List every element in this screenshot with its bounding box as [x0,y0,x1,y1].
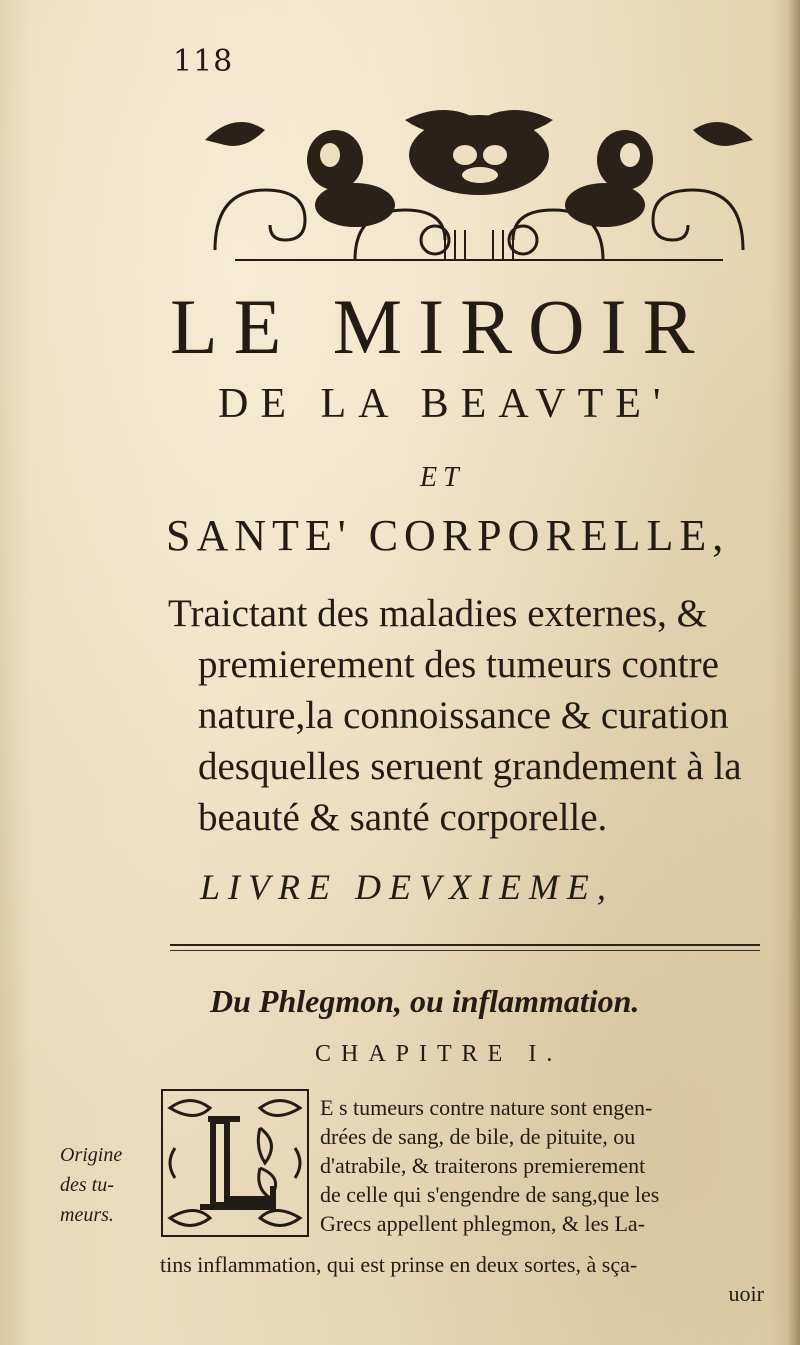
divider-rule [170,944,760,951]
title-de-la-beaute: DE LA BEAVTE' [218,381,673,427]
body-text-beside-initial [320,1093,770,1238]
chapter-heading: Du Phlegmon, ou inflammation. [210,983,640,1019]
margin-note-line: meurs. [60,1204,114,1226]
margin-note [60,1140,155,1230]
ornamental-headpiece-icon [205,100,753,266]
margin-note-line: des tu- [60,1174,114,1196]
subtitle-line: desquelles seruent grandement à la [198,745,742,788]
subtitle-line: premierement des tumeurs contre [198,643,719,686]
body-line: drées de sang, de bile, de pituite, ou [320,1124,636,1149]
title-le-miroir: LE MIROIR [170,283,711,370]
subtitle-line: beauté & santé corporelle. [198,796,608,839]
page-edge-shadow [788,0,800,1345]
body-line: tins inflammation, qui est prinse en deux sortes, à sça- [160,1252,638,1277]
body-text-full-width [160,1250,770,1308]
book-label: LIVRE DEVXIEME, [200,867,614,907]
body-line: E s tumeurs contre nature sont engen- [320,1095,653,1120]
catchword: uoir [728,1281,764,1306]
margin-note-line: Origine [60,1144,123,1166]
subtitle-block [168,588,778,843]
subtitle-line: Traictant des maladies externes, & [168,592,707,635]
body-line: de celle qui s'engendre de sang,que les [320,1182,660,1207]
title-et: ET [420,462,465,493]
body-line: Grecs appellent phlegmon, & les La- [320,1211,646,1236]
floral-drop-cap-icon [160,1088,310,1238]
title-sante-corporelle: SANTE' CORPORELLE, [166,511,730,560]
page-number: 118 [173,44,234,79]
chapter-label: CHAPITRE I. [315,1041,563,1067]
subtitle-line: nature,la connoissance & curation [198,694,729,737]
body-line: d'atrabile, & traiterons premierement [320,1153,646,1178]
